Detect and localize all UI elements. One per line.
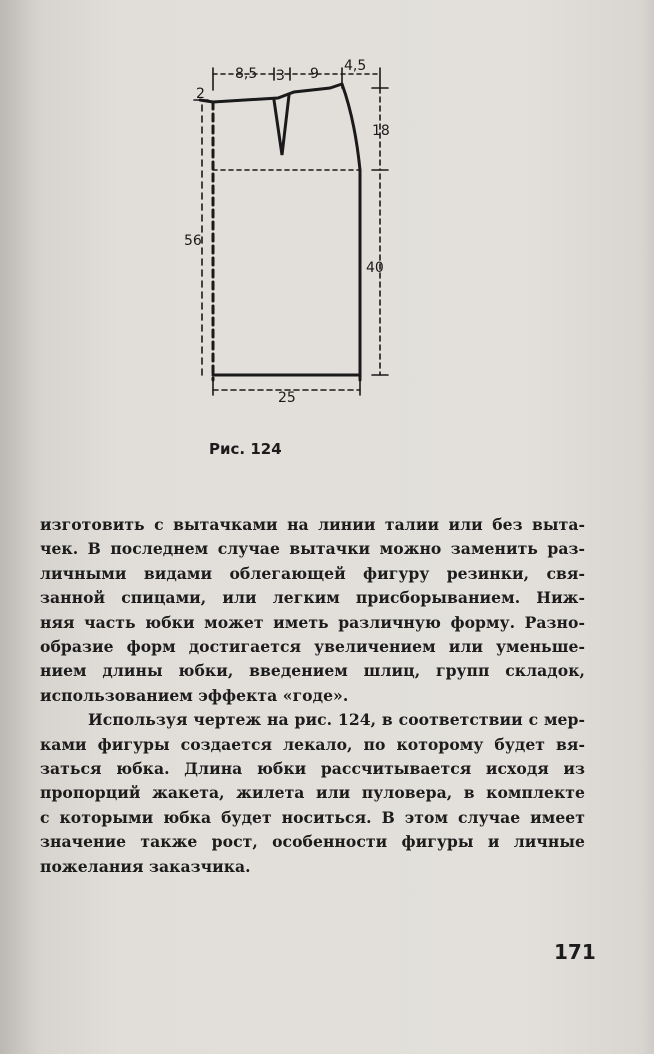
text-line: пропорций жакета, жилета или пуловера, в комплекте	[40, 783, 585, 803]
dim-25: 25	[278, 390, 296, 406]
dim-2: 2	[196, 86, 205, 102]
waist-line	[200, 84, 342, 102]
text-line: нием длины юбки, введением шлиц, групп складок,	[40, 661, 585, 681]
text-line: использованием эффекта «годе».	[40, 685, 349, 705]
text-line: Используя чертеж на рис. 124, в соответствии с мер-	[88, 710, 585, 730]
figure-caption: Рис. 124	[209, 440, 282, 458]
text-line: няя часть юбки может иметь различную форму. Разно-	[40, 612, 585, 632]
text-line: ками фигуры создается лекало, по которому будет вя-	[40, 734, 585, 754]
text-line: личными видами облегающей фигуру резинки, свя-	[40, 563, 585, 583]
waist-dart	[274, 95, 289, 155]
page-number: 171	[554, 940, 596, 964]
text-line: занной спицами, или легким присборыванием. Ниж-	[40, 588, 585, 608]
dim-40: 40	[366, 260, 384, 276]
skirt-pattern-drawing	[150, 40, 450, 420]
text-line: изготовить с вытачками на линии талии или без выта-	[40, 515, 585, 534]
text-line: образие форм достигается увеличением или уменьше-	[40, 637, 585, 657]
paragraph-2	[40, 708, 585, 879]
text-line: чек. В последнем случае вытачки можно заменить раз-	[40, 539, 585, 559]
text-line: заться юбка. Длина юбки рассчитывается исходя из	[40, 759, 585, 779]
dim-9: 9	[310, 66, 319, 82]
paragraph-1	[40, 513, 585, 708]
text-line: пожелания заказчика.	[40, 856, 251, 876]
dim-4-5: 4,5	[344, 58, 367, 74]
body-text	[40, 513, 585, 879]
text-line: значение также рост, особенности фигуры и личные	[40, 832, 585, 852]
skirt-pattern-svg	[150, 40, 450, 420]
dim-8-5: 8,5	[235, 66, 258, 82]
dim-3: 3	[276, 68, 285, 84]
dim-56: 56	[184, 233, 202, 249]
dim-18: 18	[372, 123, 390, 139]
text-line: с которыми юбка будет носиться. В этом случае имеет	[40, 807, 585, 827]
side-seam-line	[342, 84, 360, 380]
